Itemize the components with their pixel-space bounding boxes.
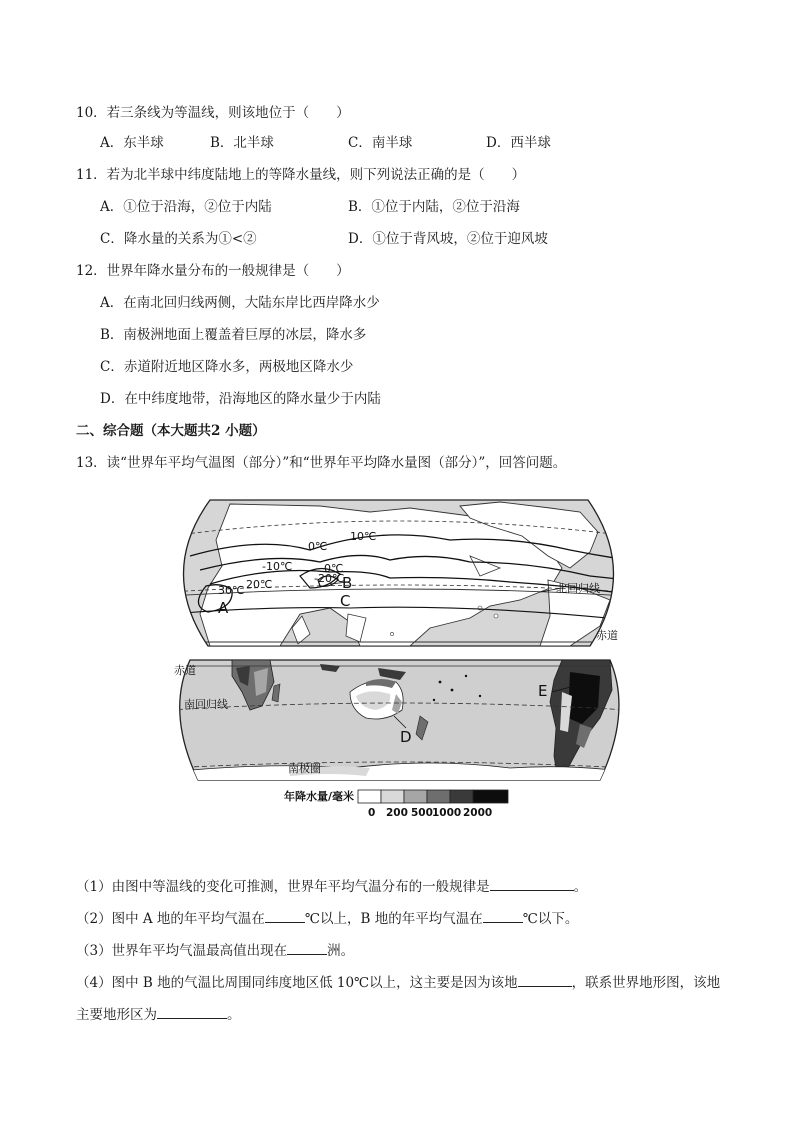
tropic-of-capricorn-label: 南回归线 — [184, 698, 228, 711]
answer-blank[interactable] — [265, 908, 305, 923]
temperature-map — [170, 500, 628, 646]
legend-tick: 500 — [411, 807, 433, 819]
q10-option-c: C．南半球 — [348, 135, 413, 151]
q12-option-c: C．赤道附近地区降水多，两极地区降水少 — [100, 359, 354, 375]
world-maps — [170, 496, 628, 826]
q13-sub4b-end: 。 — [227, 1007, 241, 1023]
isotherm-label: 10℃ — [350, 530, 377, 543]
q11-option-c: C．降水量的关系为①<② — [100, 231, 257, 247]
legend-title: 年降水量/毫米 — [284, 790, 355, 803]
q13-sub4 — [76, 972, 720, 992]
q13-sub4b — [76, 1004, 241, 1024]
q13-sub4b-text: 主要地形区为 — [76, 1007, 157, 1023]
q13-sub1 — [76, 876, 587, 896]
q13-sub4-text: （4）图中 B 地的气温比周围同纬度地区低 10℃以上，这主要是因为该地 — [76, 975, 518, 991]
q12-option-a: A．在南北回归线两侧，大陆东岸比西岸降水少 — [100, 295, 380, 311]
q10-option-b: B．北半球 — [210, 135, 274, 151]
point-label-c: C — [340, 592, 351, 610]
legend-swatch — [381, 790, 404, 803]
q13-sub2 — [76, 908, 578, 928]
q11-option-d: D．①位于背风坡，②位于迎风坡 — [348, 231, 548, 247]
answer-blank[interactable] — [157, 1004, 227, 1019]
legend-swatch — [358, 790, 381, 803]
point-label-e: E — [538, 682, 548, 700]
legend-swatch — [404, 790, 427, 803]
point-label-b: B — [342, 574, 353, 592]
section-2-title: 二、综合题（本大题共2 小题） — [76, 423, 266, 439]
answer-blank[interactable] — [490, 876, 574, 891]
legend-tick: 2000 — [463, 807, 493, 819]
q10-option-a: A．东半球 — [100, 135, 164, 151]
q12-option-b: B．南极洲地面上覆盖着巨厚的冰层，降水多 — [100, 327, 367, 343]
equator-label-top: 赤道 — [596, 629, 618, 642]
q13-sub1-text: （1）由图中等温线的变化可推测，世界年平均气温分布的一般规律是 — [76, 879, 490, 895]
q13-sub3-end: 洲。 — [327, 943, 355, 959]
point-label-a: A — [218, 599, 229, 617]
isotherm-label: 0℃ — [308, 540, 328, 553]
q10-stem: 10．若三条线为等温线，则该地位于（ ） — [76, 105, 350, 121]
answer-blank[interactable] — [483, 908, 523, 923]
isotherm-label: -10℃ — [262, 560, 293, 573]
q13-sub2-end: ℃以下。 — [522, 911, 579, 927]
q13-sub2-text: （2）图中 A 地的年平均气温在 — [76, 911, 265, 927]
q13-sub1-end: 。 — [573, 879, 588, 895]
answer-blank[interactable] — [518, 972, 572, 987]
point-label-d: D — [400, 728, 412, 746]
q13-sub3-text: （3）世界年平均气温最高值出现在 — [76, 943, 288, 959]
legend-tick: 0 — [368, 807, 376, 819]
isotherm-label: 30℃ — [218, 584, 245, 597]
tropic-of-cancer-label: 北回归线 — [556, 582, 600, 595]
q13-stem: 13．读“世界年平均气温图（部分）”和“世界年平均降水量图（部分）”，回答问题。 — [76, 455, 567, 471]
legend-tick: 200 — [386, 807, 408, 819]
isotherm-label: 20℃ — [246, 578, 273, 591]
legend-swatch — [450, 790, 473, 803]
legend-swatch — [427, 790, 450, 803]
q13-sub4-end: ，联系世界地形图，该地 — [571, 975, 721, 991]
answer-blank[interactable] — [287, 940, 327, 955]
q11-option-b: B．①位于内陆，②位于沿海 — [348, 199, 520, 215]
q12-stem: 12．世界年降水量分布的一般规律是（ ） — [76, 263, 350, 279]
q10-option-d: D．西半球 — [486, 135, 551, 151]
isotherm-label: -20℃ — [314, 572, 345, 585]
q12-option-d: D．在中纬度地带，沿海地区的降水量少于内陆 — [100, 391, 381, 407]
q13-sub3 — [76, 940, 354, 960]
q11-option-a: A．①位于沿海，②位于内陆 — [100, 199, 272, 215]
isotherm-label: 0℃ — [324, 562, 344, 575]
legend-swatch — [473, 790, 508, 803]
precipitation-legend — [284, 789, 508, 819]
equator-label-bottom: 赤道 — [174, 664, 196, 677]
legend-tick: 1000 — [432, 807, 462, 819]
map-figure — [170, 496, 628, 826]
antarctic-circle-label: 南极圈 — [288, 762, 321, 775]
q11-stem: 11．若为北半球中纬度陆地上的等降水量线，则下列说法正确的是（ ） — [76, 167, 526, 183]
q13-sub2-mid: ℃以上，B 地的年平均气温在 — [304, 911, 483, 927]
